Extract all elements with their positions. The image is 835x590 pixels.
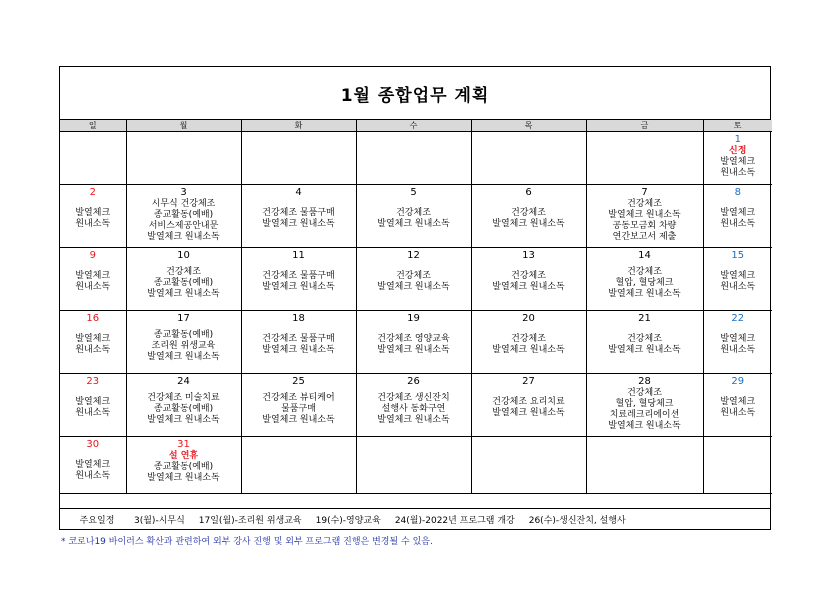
day-cell	[586, 374, 703, 437]
event-list	[242, 199, 356, 230]
week-row	[60, 132, 772, 185]
day-cell	[60, 248, 126, 311]
week-row	[60, 311, 772, 374]
event-item: 발열체크 원내소독	[147, 473, 220, 483]
event-list	[357, 388, 471, 426]
day-number: 20	[522, 313, 535, 324]
event-item: 건강체조	[627, 388, 662, 398]
day-cell	[126, 185, 241, 248]
day-number: 12	[407, 250, 420, 261]
key-schedule-item: 19(수)-영양교육	[315, 515, 381, 526]
event-item: 발열체크 원내소독	[492, 219, 565, 229]
event-list	[587, 325, 703, 356]
day-cell	[126, 437, 241, 494]
event-item: 발열체크 원내소독	[262, 345, 335, 355]
event-item: 발열체크 원내소독	[608, 345, 681, 355]
weekday-wed: 수	[356, 120, 471, 132]
day-cell	[703, 248, 772, 311]
day-number: 7	[641, 187, 648, 198]
event-list	[472, 199, 586, 230]
calendar-sheet	[59, 66, 771, 530]
week-row	[60, 374, 772, 437]
event-item: 발열체크	[720, 271, 756, 281]
day-cell	[241, 185, 356, 248]
day-cell	[126, 311, 241, 374]
event-item: 건강체조 물품구매	[262, 271, 335, 281]
key-schedule-item: 24(월)-2022년 프로그램 개강	[394, 515, 515, 526]
key-schedule-item: 17일(월)-조리원 위생교육	[198, 515, 302, 526]
day-cell	[471, 437, 586, 494]
weekday-mon: 월	[126, 120, 241, 132]
day-number: 6	[525, 187, 532, 198]
week-row	[60, 248, 772, 311]
event-item: 발열체크 원내소독	[608, 421, 681, 431]
event-item: 원내소독	[75, 408, 111, 418]
event-item: 발열체크	[75, 397, 111, 407]
calendar-table	[60, 120, 772, 494]
day-cell	[586, 437, 703, 494]
event-item: 발열체크 원내소독	[377, 345, 450, 355]
event-item: 발열체크 원내소독	[147, 289, 220, 299]
event-item: 연간보고서 제출	[612, 232, 677, 242]
event-item: 발열체크 원내소독	[377, 415, 450, 425]
event-item: 건강체조 물품구매	[262, 208, 335, 218]
event-list	[587, 388, 703, 432]
day-cell	[241, 374, 356, 437]
event-item: 건강체조 요리치료	[492, 397, 565, 407]
day-cell	[586, 248, 703, 311]
day-cell	[703, 132, 772, 185]
event-item: 발열체크 원내소독	[492, 345, 565, 355]
event-item: 공동모금회 차량	[612, 221, 677, 231]
event-item: 신정	[729, 146, 747, 156]
day-number: 2	[89, 187, 96, 198]
event-list	[472, 325, 586, 356]
event-list	[242, 388, 356, 426]
event-item: 건강체조	[511, 334, 546, 344]
day-number: 16	[86, 313, 100, 324]
event-item: 건강체조 미술치료	[147, 393, 220, 403]
day-number: 14	[638, 250, 651, 261]
day-number: 29	[731, 376, 745, 387]
event-list	[704, 146, 773, 179]
event-item: 원내소독	[720, 219, 756, 229]
event-item: 발열체크 원내소독	[147, 415, 220, 425]
event-item: 발열체크 원내소독	[147, 232, 220, 242]
day-number: 23	[86, 376, 100, 387]
event-item: 원내소독	[75, 471, 111, 481]
event-item: 종교활동(예배)	[153, 278, 214, 288]
event-item: 혈압, 혈당체크	[615, 399, 674, 409]
day-cell	[60, 311, 126, 374]
day-cell	[126, 132, 241, 185]
day-cell	[703, 311, 772, 374]
event-item: 발열체크 원내소독	[608, 210, 681, 220]
event-list	[704, 388, 773, 419]
weekday-thu: 목	[471, 120, 586, 132]
day-cell	[703, 437, 772, 494]
day-cell	[471, 132, 586, 185]
event-item: 발열체크 원내소독	[377, 282, 450, 292]
event-item: 건강체조 생신잔치	[377, 393, 450, 403]
event-item: 혈압, 혈당체크	[615, 278, 674, 288]
day-cell	[356, 132, 471, 185]
event-item: 서비스제공안내문	[148, 221, 219, 231]
day-cell	[586, 132, 703, 185]
event-list	[704, 325, 773, 356]
event-list	[60, 325, 126, 356]
event-list	[357, 262, 471, 293]
day-cell	[60, 437, 126, 494]
event-item: 발열체크	[75, 334, 111, 344]
event-item: 건강체조	[511, 208, 546, 218]
event-item: 발열체크 원내소독	[147, 352, 220, 362]
week-row	[60, 437, 772, 494]
day-cell	[241, 437, 356, 494]
day-cell	[471, 374, 586, 437]
event-list	[127, 199, 241, 243]
event-item: 건강체조	[511, 271, 546, 281]
event-list	[127, 388, 241, 426]
day-cell	[586, 311, 703, 374]
day-cell	[356, 248, 471, 311]
day-cell	[356, 437, 471, 494]
event-list	[587, 199, 703, 243]
day-number: 25	[292, 376, 305, 387]
day-number: 17	[177, 313, 190, 324]
week-row	[60, 185, 772, 248]
event-item: 종교활동(예배)	[153, 330, 214, 340]
day-cell	[60, 185, 126, 248]
event-item: 물품구매	[281, 404, 316, 414]
event-list	[60, 451, 126, 482]
event-item: 원내소독	[75, 345, 111, 355]
day-number: 27	[522, 376, 535, 387]
event-item: 발열체크	[75, 271, 111, 281]
key-schedule-item: 26(수)-생신잔치, 설행사	[528, 515, 626, 526]
notice-text: * 코로나19 바이러스 확산과 관련하여 외부 강사 진행 및 외부 프로그램 진행은 변경될 수 있음.	[61, 537, 433, 547]
event-list	[60, 262, 126, 293]
day-number: 30	[86, 439, 100, 450]
day-cell	[241, 311, 356, 374]
day-cell	[60, 374, 126, 437]
event-list	[704, 262, 773, 293]
event-item: 시무식 건강체조	[151, 199, 216, 209]
event-list	[357, 325, 471, 356]
weekday-fri: 금	[586, 120, 703, 132]
day-number: 28	[638, 376, 651, 387]
day-cell	[241, 248, 356, 311]
event-item: 건강체조 물품구매	[262, 334, 335, 344]
event-item: 종교활동(예배)	[153, 210, 214, 220]
event-list	[127, 325, 241, 363]
event-item: 건강체조	[627, 267, 662, 277]
event-list	[472, 262, 586, 293]
event-item: 설 연휴	[168, 451, 199, 461]
event-list	[587, 262, 703, 300]
title-row	[60, 67, 770, 120]
day-cell	[471, 248, 586, 311]
key-schedule-label: 주요일정	[79, 515, 115, 526]
event-item: 건강체조 영양교육	[377, 334, 450, 344]
event-item: 발열체크	[720, 397, 756, 407]
weekday-sun: 일	[60, 120, 126, 132]
event-item: 원내소독	[720, 345, 756, 355]
event-item: 발열체크 원내소독	[492, 282, 565, 292]
event-list	[704, 199, 773, 230]
day-cell	[471, 185, 586, 248]
event-list	[357, 199, 471, 230]
day-cell	[586, 185, 703, 248]
weekday-sat: 토	[703, 120, 772, 132]
day-cell	[471, 311, 586, 374]
day-cell	[356, 185, 471, 248]
event-list	[60, 199, 126, 230]
day-number: 18	[292, 313, 305, 324]
event-item: 설행사 동화구연	[381, 404, 446, 414]
day-cell	[126, 374, 241, 437]
event-item: 발열체크	[720, 157, 756, 167]
event-item: 원내소독	[720, 282, 756, 292]
day-number: 21	[638, 313, 651, 324]
day-cell	[356, 374, 471, 437]
event-list	[127, 262, 241, 300]
event-item: 원내소독	[75, 282, 111, 292]
day-cell	[356, 311, 471, 374]
event-item: 발열체크	[75, 460, 111, 470]
event-item: 발열체크	[75, 208, 111, 218]
event-item: 종교활동(예배)	[153, 462, 214, 472]
day-number: 9	[89, 250, 96, 261]
event-item: 치료레크리에이션	[609, 410, 680, 420]
day-number: 13	[522, 250, 535, 261]
day-number: 8	[734, 187, 741, 198]
event-item: 건강체조	[166, 267, 201, 277]
event-list	[127, 451, 241, 484]
event-item: 건강체조	[396, 271, 431, 281]
event-item: 건강체조	[627, 334, 662, 344]
weekday-header-row	[60, 120, 772, 132]
key-schedule-row	[60, 508, 770, 529]
day-number: 22	[731, 313, 745, 324]
day-cell	[703, 185, 772, 248]
event-item: 발열체크 원내소독	[262, 282, 335, 292]
day-number: 1	[734, 134, 741, 145]
day-number: 15	[731, 250, 745, 261]
weekday-tue: 화	[241, 120, 356, 132]
event-item: 발열체크	[720, 208, 756, 218]
day-cell	[126, 248, 241, 311]
day-number: 4	[295, 187, 302, 198]
day-number: 31	[177, 439, 190, 450]
event-item: 발열체크 원내소독	[262, 415, 335, 425]
event-item: 조리원 위생교육	[151, 341, 216, 351]
event-item: 건강체조	[627, 199, 662, 209]
event-list	[242, 262, 356, 293]
day-number: 19	[407, 313, 420, 324]
event-list	[472, 388, 586, 419]
event-item: 원내소독	[720, 168, 756, 178]
page-title: 1월 종합업무 계획	[340, 85, 490, 106]
day-number: 26	[407, 376, 420, 387]
event-item: 종교활동(예배)	[153, 404, 214, 414]
day-cell	[703, 374, 772, 437]
event-item: 발열체크	[720, 334, 756, 344]
event-list	[60, 388, 126, 419]
event-item: 발열체크 원내소독	[377, 219, 450, 229]
event-item: 발열체크 원내소독	[262, 219, 335, 229]
event-item: 발열체크 원내소독	[492, 408, 565, 418]
event-item: 원내소독	[720, 408, 756, 418]
day-number: 5	[410, 187, 417, 198]
key-schedule-item: 3(월)-시무식	[134, 515, 185, 526]
day-number: 11	[292, 250, 305, 261]
day-number: 3	[180, 187, 187, 198]
event-item: 건강체조	[396, 208, 431, 218]
day-number: 10	[177, 250, 190, 261]
day-cell	[241, 132, 356, 185]
day-cell	[60, 132, 126, 185]
day-number: 24	[177, 376, 190, 387]
event-item: 발열체크 원내소독	[608, 289, 681, 299]
event-list	[242, 325, 356, 356]
event-item: 원내소독	[75, 219, 111, 229]
event-item: 건강체조 뷰티케어	[262, 393, 335, 403]
